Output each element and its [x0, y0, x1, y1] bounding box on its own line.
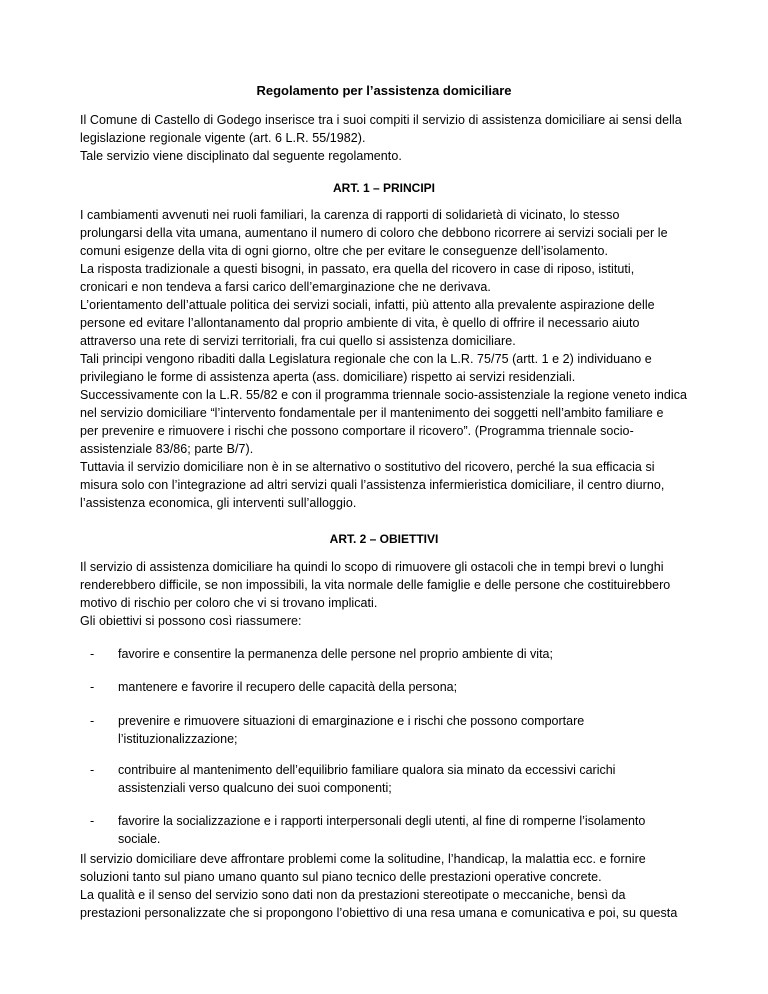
text-line: favorire e consentire la permanenza delle persone nel proprio ambiente di vita;: [118, 647, 553, 661]
text-line: Gli obiettivi si possono così riassumere:: [80, 614, 302, 628]
text-line: Il servizio di assistenza domiciliare ha quindi lo scopo di rimuovere gli ostacoli che in tempi brevi o lunghi: [80, 560, 664, 574]
text-line: l’istituzionalizzazione;: [118, 732, 238, 746]
text-line: I cambiamenti avvenuti nei ruoli familiari, la carenza di rapporti di solidarietà di vicinato, lo stesso: [80, 208, 620, 222]
dash-bullet: -: [90, 814, 95, 828]
text-line: sociale.: [118, 832, 161, 846]
text-line: cronicari e non tendeva a farsi carico dell’emarginazione che ne derivava.: [80, 280, 491, 294]
list-item-text: [118, 678, 678, 696]
dash-bullet: -: [90, 680, 95, 694]
text-line: mantenere e favorire il recupero delle capacità della persona;: [118, 680, 458, 694]
text-line: nel servizio domiciliare “l’intervento fondamentale per il mantenimento dei soggetti nell’ambito familiare e: [80, 406, 664, 420]
text-line: prolungarsi della vita umana, aumentano il numero di coloro che debbono ricorrere ai servizi sociali per le: [80, 226, 668, 240]
text-line: soluzioni tanto sul piano umano quanto sul piano tecnico delle prestazioni operative concrete.: [80, 870, 602, 884]
text-line: legislazione regionale vigente (art. 6 L.R. 55/1982).: [80, 131, 366, 145]
text-line: favorire la socializzazione e i rapporti interpersonali degli utenti, al fine di romperne l’isolamento: [118, 814, 646, 828]
list-item-text: [118, 645, 678, 663]
text-line: l’assistenza economica, gli interventi sull’alloggio.: [80, 496, 357, 510]
text-line: attraverso una rete di servizi territoriali, fra cui quello si assistenza domiciliare.: [80, 334, 516, 348]
text-line: contribuire al mantenimento dell’equilibrio familiare qualora sia minato da eccessivi carichi: [118, 763, 616, 777]
art1-paragraph: [80, 206, 690, 512]
text-line: Successivamente con la L.R. 55/82 e con il programma triennale socio-assistenziale la regione veneto indica: [80, 388, 688, 402]
text-line: comuni esigenze della vita di ogni giorno, oltre che per evitare le conseguenze dell’isolamento.: [80, 244, 609, 258]
text-line: Tuttavia il servizio domiciliare non è in se alternativo o sostitutivo del ricovero, perché la sua efficacia si: [80, 460, 655, 474]
document-title: Regolamento per l’assistenza domiciliare: [256, 83, 512, 98]
list-item-text: [118, 761, 678, 797]
text-line: persone ed evitare l’allontanamento dal proprio ambiente di vita, è quello di offrire il necessario aiuto: [80, 316, 640, 330]
text-line: misura solo con l’integrazione ad altri servizi quali l’assistenza infermieristica domiciliare, il centro diurno,: [80, 478, 665, 492]
text-line: La qualità e il senso del servizio sono dati non da prestazioni stereotipate o meccaniche, bensì da: [80, 888, 626, 902]
intro-paragraph: [80, 111, 690, 165]
text-line: per prevenire e rimuovere i rischi che possono comportare il ricovero”. (Programma triennale socio-: [80, 424, 634, 438]
text-line: La risposta tradizionale a questi bisogni, in passato, era quella del ricovero in case di riposo, istituti,: [80, 262, 635, 276]
dash-bullet: -: [90, 763, 95, 777]
text-line: motivo di rischio per coloro che vi si trovano implicati.: [80, 596, 378, 610]
art1-heading: ART. 1 – PRINCIPI: [332, 181, 436, 195]
text-line: assistenziali verso qualcuno dei suoi componenti;: [118, 781, 392, 795]
art2-heading: ART. 2 – OBIETTIVI: [329, 532, 439, 546]
closing-paragraph: [80, 850, 690, 922]
dash-bullet: -: [90, 647, 95, 661]
text-line: Tali principi vengono ribaditi dalla Legislatura regionale che con la L.R. 75/75 (artt. 1 e 2) individuano e: [80, 352, 652, 366]
text-line: Il Comune di Castello di Godego inserisce tra i suoi compiti il servizio di assistenza domiciliare ai sensi della: [80, 113, 682, 127]
text-line: renderebbero difficile, se non impossibili, la vita normale delle famiglie e delle persone che costituirebbero: [80, 578, 671, 592]
text-line: privilegiano le forme di assistenza aperta (ass. domiciliare) rispetto ai servizi residenziali.: [80, 370, 576, 384]
text-line: assistenziale 83/86; parte B/7).: [80, 442, 254, 456]
text-line: L’orientamento dell’attuale politica dei servizi sociali, infatti, più attento alla prevalente aspirazione delle: [80, 298, 655, 312]
text-line: prevenire e rimuovere situazioni di emarginazione e i rischi che possono comportare: [118, 714, 585, 728]
text-line: prestazioni personalizzate che si propongono l’obiettivo di una resa umana e comunicativa e poi, su questa: [80, 906, 678, 920]
art2-paragraph: [80, 558, 690, 630]
text-line: Il servizio domiciliare deve affrontare problemi come la solitudine, l’handicap, la malattia ecc. e fornire: [80, 852, 646, 866]
text-line: Tale servizio viene disciplinato dal seguente regolamento.: [80, 149, 402, 163]
dash-bullet: -: [90, 714, 95, 728]
list-item-text: [118, 712, 678, 748]
list-item-text: [118, 812, 678, 848]
